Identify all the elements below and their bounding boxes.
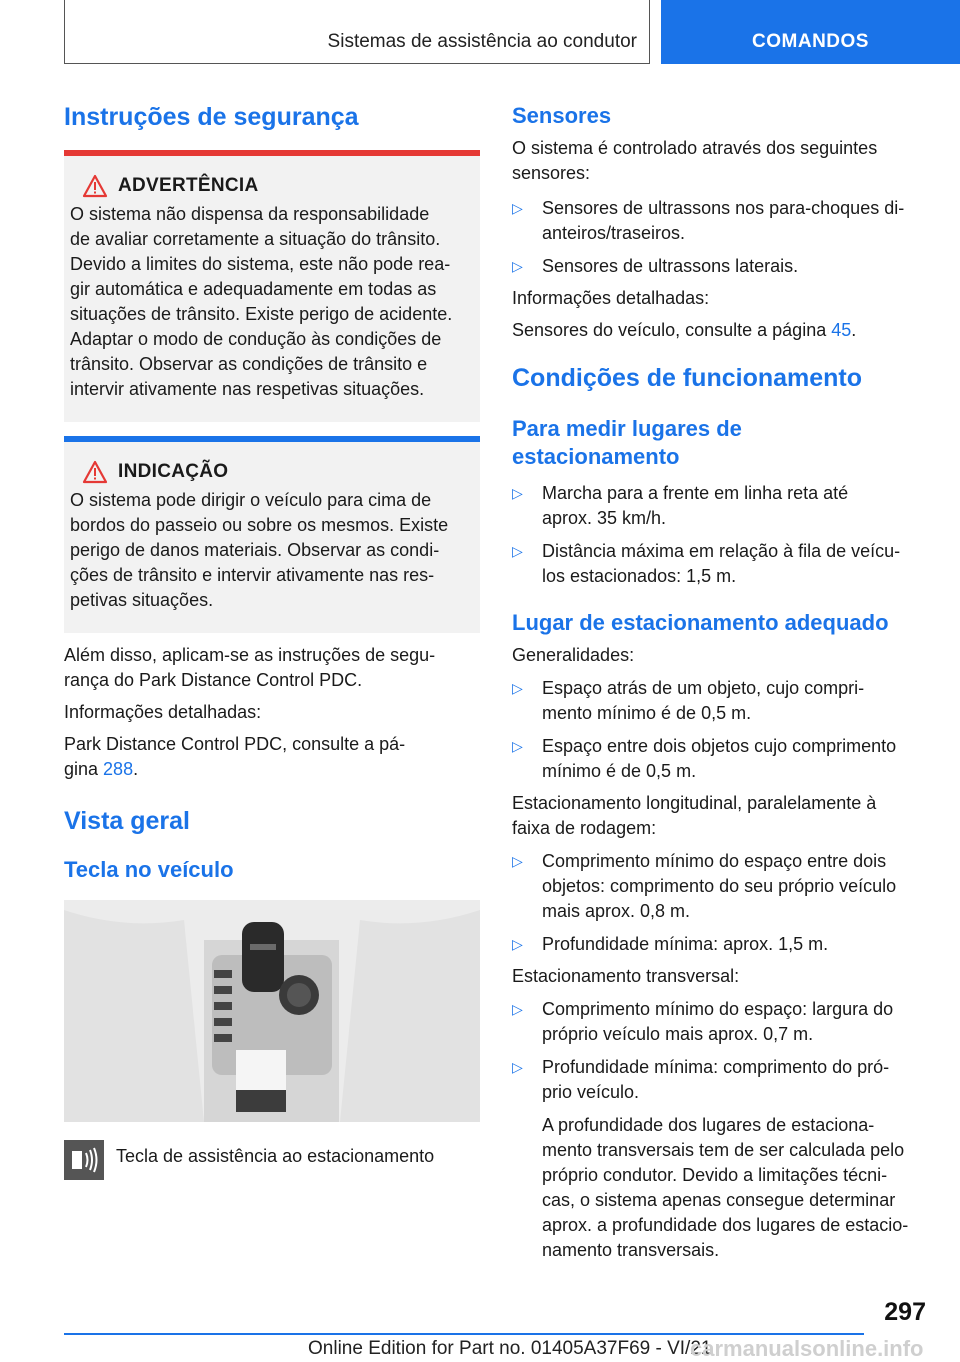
left-column bbox=[64, 96, 480, 1180]
list-item: ▷ Comprimento mínimo do espaço: largura do próprio veículo mais aprox. 0,7 m. bbox=[512, 999, 894, 1044]
extra-safety-text: Além disso, aplicam-se as instruções de segu- rança do Park Distance Control PDC. bbox=[64, 645, 436, 690]
notice-text: O sistema pode dirigir o veículo para cima de bordos do passeio ou sobre os mesmos. Existe perigo de danos materiais. Observar as condi- ções de trânsito e intervir ativamente nas res- petivas situações. bbox=[70, 490, 449, 610]
footer-divider bbox=[64, 1333, 864, 1335]
parallel-label: Estacionamento longitudinal, paralelamente à faixa de rodagem: bbox=[512, 793, 877, 838]
right-column bbox=[512, 96, 928, 1263]
sensor-page-link[interactable]: 45 bbox=[831, 320, 852, 340]
list-item: ▷ Espaço atrás de um objeto, cujo compri- mento mínimo é de 0,5 m. bbox=[512, 678, 865, 723]
center-console-illustration bbox=[64, 900, 480, 1122]
bullet-icon: ▷ bbox=[512, 200, 523, 216]
notice-box bbox=[64, 436, 480, 633]
list-item: ▷ Distância máxima em relação à fila de veícu- los estacionados: 1,5 m. bbox=[512, 541, 901, 586]
figure-caption bbox=[64, 1140, 480, 1180]
list-item: ▷ Sensores de ultrassons laterais. bbox=[512, 254, 928, 279]
list-item: ▷ Profundidade mínima: aprox. 1,5 m. bbox=[512, 932, 928, 957]
safety-heading: Instruções de segurança bbox=[64, 103, 359, 131]
warning-title: ADVERTÊNCIA bbox=[118, 175, 259, 196]
page-header bbox=[0, 0, 960, 66]
list-item: ▷ Comprimento mínimo do espaço entre dois objetos: comprimento do seu próprio veículo mais aprox. 0,8 m. bbox=[512, 851, 897, 921]
pdc-reference: Park Distance Control PDC, consulte a pá- gina 288. bbox=[64, 734, 406, 779]
notice-triangle-icon bbox=[82, 460, 108, 484]
conditions-heading: Condições de funcionamento bbox=[512, 364, 863, 392]
center-console-photo bbox=[64, 900, 480, 1122]
list-item: ▷ Marcha para a frente em linha reta até aprox. 35 km/h. bbox=[512, 483, 849, 528]
sensors-list bbox=[512, 196, 928, 279]
pdc-page-link[interactable]: 288 bbox=[103, 759, 134, 779]
transverse-label: Estacionamento transversal: bbox=[512, 966, 740, 986]
header-section-box bbox=[64, 0, 650, 64]
warning-box bbox=[64, 150, 480, 422]
measure-heading: Para medir lugares de estacionamento bbox=[512, 416, 742, 469]
list-item: ▷ Profundidade mínima: comprimento do pró- prio veículo. bbox=[512, 1057, 890, 1102]
detail-label: Informações detalhadas: bbox=[64, 702, 262, 722]
sensors-heading: Sensores bbox=[512, 103, 612, 128]
transverse-note: A profundidade dos lugares de estaciona- mento transversais tem de ser calculada pelo próprio condutor. Devido a limitações técni- cas, o sistema apenas consegue determinar aprox. a profundidade dos lugares de estacio- namento transversais. bbox=[542, 1115, 909, 1260]
bullet-icon: ▷ bbox=[512, 853, 523, 869]
bullet-icon: ▷ bbox=[512, 258, 523, 274]
header-section-title: Sistemas de assistência ao condutor bbox=[327, 31, 637, 52]
bullet-icon: ▷ bbox=[512, 1059, 523, 1075]
transverse-list bbox=[512, 997, 928, 1105]
bullet-icon: ▷ bbox=[512, 1001, 523, 1017]
list-item: ▷ Espaço entre dois objetos cujo comprimento mínimo é de 0,5 m. bbox=[512, 736, 897, 781]
bullet-icon: ▷ bbox=[512, 738, 523, 754]
list-item: ▷ Sensores de ultrassons nos para-choques di- anteiros/traseiros. bbox=[512, 198, 905, 243]
bullet-icon: ▷ bbox=[512, 485, 523, 501]
sensor-reference: Sensores do veículo, consulte a página 45. bbox=[512, 320, 857, 340]
overview-heading: Vista geral bbox=[64, 807, 191, 835]
bullet-icon: ▷ bbox=[512, 936, 523, 952]
page-number: 297 bbox=[884, 1298, 926, 1326]
bullet-icon: ▷ bbox=[512, 543, 523, 559]
bullet-icon: ▷ bbox=[512, 680, 523, 696]
detail-label: Informações detalhadas: bbox=[512, 288, 710, 308]
warning-triangle-icon bbox=[82, 174, 108, 198]
caption-text: Tecla de assistência ao estacionamento bbox=[116, 1146, 435, 1166]
park-assist-icon bbox=[64, 1140, 104, 1180]
button-heading: Tecla no veículo bbox=[64, 857, 234, 882]
header-chapter-tab: COMANDOS bbox=[661, 0, 960, 64]
general-list bbox=[512, 676, 928, 784]
watermark: carmanualsonline.info bbox=[690, 1336, 924, 1361]
warning-text: O sistema não dispensa da responsabilidade de avaliar corretamente a situação do trânsito. Devido a limites do sistema, este não pode rea- gir automática e adequadamente em todas as situações de trânsito. Existe perigo de acidente. Adaptar o modo de condução às condições de trânsito. Observar as condições de trânsito e intervir ativamente nas respetivas situações. bbox=[70, 204, 453, 399]
suitable-heading: Lugar de estacionamento adequado bbox=[512, 610, 889, 635]
notice-title: INDICAÇÃO bbox=[118, 461, 229, 482]
parallel-list bbox=[512, 849, 928, 957]
measure-list bbox=[512, 481, 928, 589]
sensors-intro: O sistema é controlado através dos seguintes sensores: bbox=[512, 138, 878, 183]
edition-text: Online Edition for Part no. 01405A37F69 - VI/21 bbox=[308, 1338, 712, 1359]
general-label: Generalidades: bbox=[512, 645, 635, 665]
